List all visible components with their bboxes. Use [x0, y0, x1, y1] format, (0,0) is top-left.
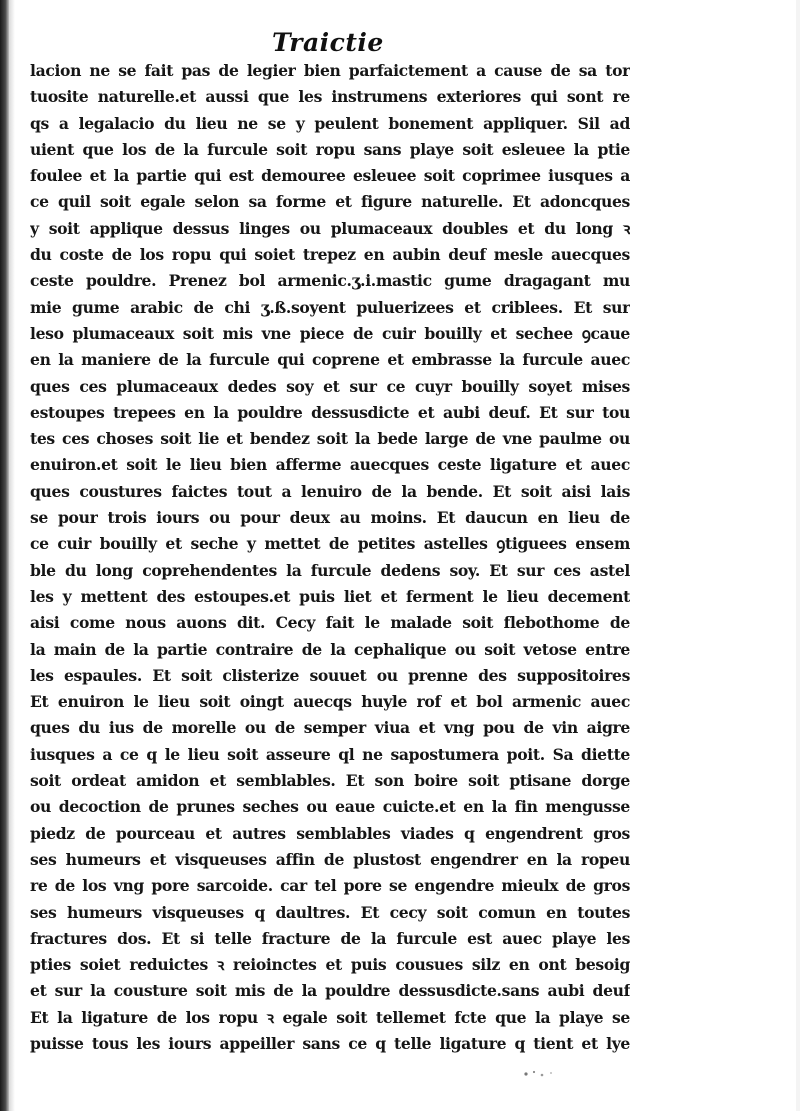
page-binding-shadow [0, 0, 9, 1111]
text-line: la main de la partie contraire de la cephalique ou soit vetose entre [30, 639, 630, 659]
text-line: ce cuir bouilly et seche y mettet de petites astelles ꝯtiguees ensem [30, 534, 630, 554]
text-line: aisi come nous auons dit. Cecy fait le malade soit flebothome de [30, 613, 630, 633]
page-gutter [9, 0, 15, 1111]
running-header: Traictie [272, 28, 384, 57]
text-line: se pour trois iours ou pour deux au moins. Et daucun en lieu de [30, 508, 630, 528]
text-line: pties soiet reduictes ꝛ reioinctes et puis cousues silz en ont besoig [30, 955, 630, 975]
text-line: ses humeurs et visqueuses affin de plustost engendrer en la ropeu [30, 849, 630, 869]
text-line: fractures dos. Et si telle fracture de la furcule est auec playe les [30, 928, 630, 948]
text-line: ses humeurs visqueuses q daultres. Et cecy soit comun en toutes [30, 902, 630, 922]
text-line: ceste pouldre. Prenez bol armenic.ʒ.i.mastic gume dragagant mu [30, 271, 630, 291]
text-line: estoupes trepees en la pouldre dessusdicte et aubi deuf. Et sur tou [30, 402, 630, 422]
text-line: foulee et la partie qui est demouree esleuee soit coprimee iusques a [30, 166, 630, 186]
text-line: piedz de pourceau et autres semblables viades q engendrent gros [30, 823, 630, 843]
text-line: du coste de los ropu qui soiet trepez en aubin deuf mesle auecques [30, 245, 630, 265]
text-line: enuiron.et soit le lieu bien afferme auecques ceste ligature et auec [30, 455, 630, 475]
text-line: ble du long coprehendentes la furcule dedens soy. Et sur ces astel [30, 560, 630, 580]
text-line: en la maniere de la furcule qui coprene et embrasse la furcule auec [30, 350, 630, 370]
text-line: les espaules. Et soit clisterize souuet ou prenne des suppositoires [30, 665, 630, 685]
text-line: soit ordeat amidon et semblables. Et son boire soit ptisane dorge [30, 771, 630, 791]
text-line: mie gume arabic de chi ʒ.ß.soyent puluerizees et criblees. Et sur [30, 297, 630, 317]
body-text [30, 58, 630, 1057]
text-line: ques coustures faictes tout a lenuiro de la bende. Et soit aisi lais [30, 481, 630, 501]
text-line: ques du ius de morelle ou de semper viua et vng pou de vin aigre [30, 718, 630, 738]
text-line: ou decoction de prunes seches ou eaue cuicte.et en la fin mengusse [30, 797, 630, 817]
text-line: tuosite naturelle.et aussi que les instrumens exteriores qui sont re [30, 87, 630, 107]
text-line: re de los vng pore sarcoide. car tel pore se engendre mieulx de gros [30, 876, 630, 896]
text-line: qs a legalacio du lieu ne se y peulent bonement appliquer. Sil ad [30, 113, 630, 133]
text-line: leso plumaceaux soit mis vne piece de cuir bouilly et sechee ꝯcaue [30, 323, 630, 343]
text-line: Et la ligature de los ropu ꝛ egale soit tellemet fcte que la playe se [30, 1007, 630, 1027]
text-line: puisse tous les iours appeiller sans ce q telle ligature q tient et lye [30, 1033, 630, 1053]
ink-speck [520, 1066, 560, 1080]
text-line: y soit applique dessus linges ou plumaceaux doubles et du long ꝛ [30, 218, 630, 238]
page-right-margin [796, 0, 800, 1111]
text-line: et sur la cousture soit mis de la pouldre dessusdicte.sans aubi deuf [30, 981, 630, 1001]
text-line: Et enuiron le lieu soit oingt auecqs huyle rof et bol armenic auec [30, 692, 630, 712]
text-line: ques ces plumaceaux dedes soy et sur ce cuyr bouilly soyet mises [30, 376, 630, 396]
text-line: iusques a ce q le lieu soit asseure ql ne sapostumera poit. Sa diette [30, 744, 630, 764]
text-line: les y mettent des estoupes.et puis liet et ferment le lieu decement [30, 586, 630, 606]
text-line: ce quil soit egale selon sa forme et figure naturelle. Et adoncques [30, 192, 630, 212]
text-line: uient que los de la furcule soit ropu sans playe soit esleuee la ptie [30, 139, 630, 159]
text-line: tes ces choses soit lie et bendez soit la bede large de vne paulme ou [30, 429, 630, 449]
text-line: lacion ne se fait pas de legier bien parfaictement a cause de sa tor [30, 61, 630, 80]
